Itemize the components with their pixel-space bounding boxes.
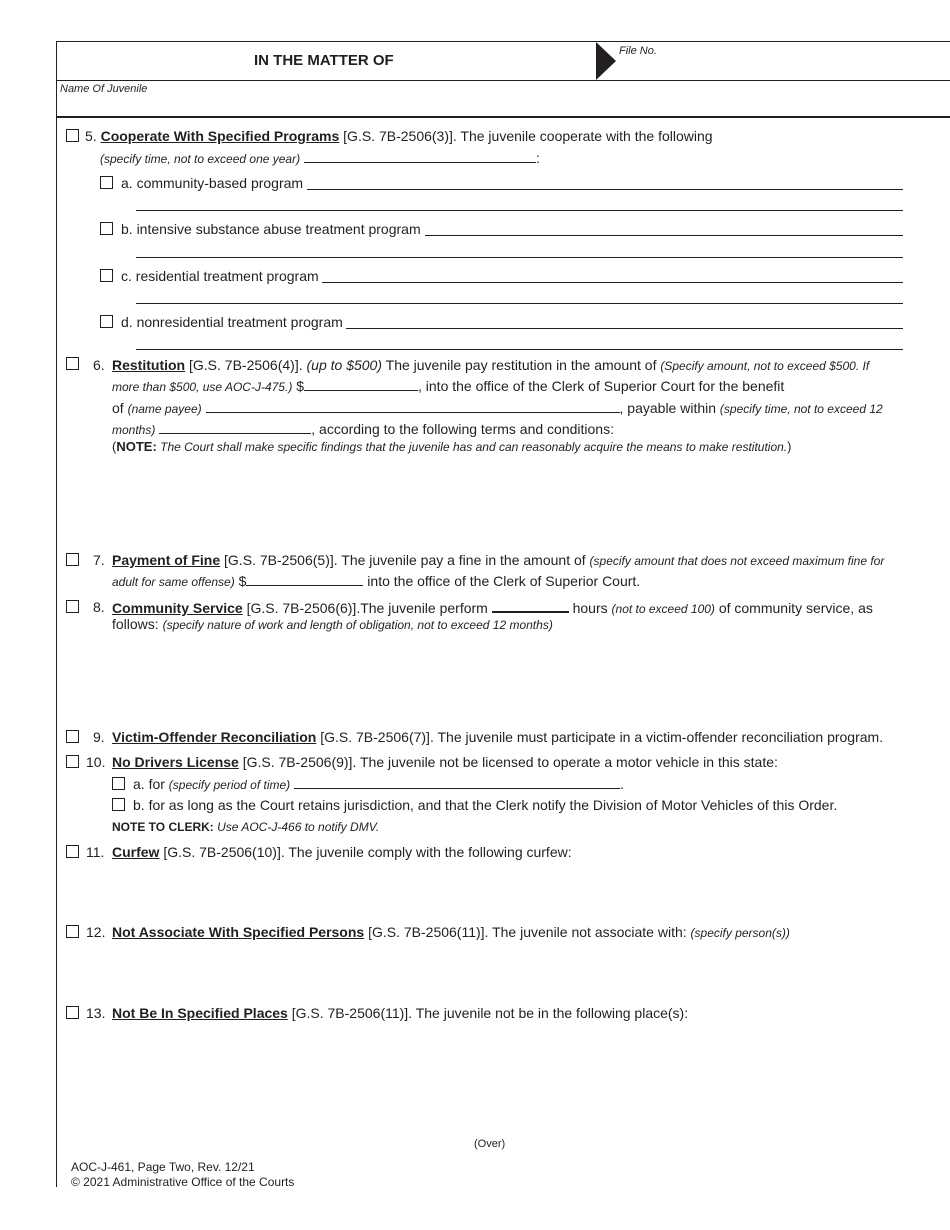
item-6-note-open: ( — [112, 439, 117, 454]
item-12-title: Not Associate With Specified Persons — [112, 924, 365, 940]
item-7-checkbox[interactable] — [66, 553, 79, 566]
item-10-note-text: Use AOC-J-466 to notify DMV. — [213, 820, 380, 834]
item-5c-field-line-1[interactable] — [322, 282, 903, 283]
header-mid-rule — [56, 80, 950, 81]
item-6-instr-2b: months) — [112, 423, 156, 437]
item-7-line-1 — [112, 552, 884, 569]
item-5-line — [85, 128, 713, 144]
item-5-time-instr: (specify time, not to exceed one year) — [100, 152, 301, 166]
item-13-number: 13. — [86, 1005, 106, 1021]
item-13-places-area[interactable] — [112, 1026, 902, 1122]
item-6-statute: [G.S. 7B-2506(4)]. — [185, 357, 307, 373]
item-5b-field-line-2[interactable] — [136, 257, 903, 258]
item-10-line — [112, 754, 778, 770]
header-top-rule — [56, 41, 950, 42]
item-11-title: Curfew — [112, 844, 160, 860]
item-12-checkbox[interactable] — [66, 925, 79, 938]
item-8-title: Community Service — [112, 600, 243, 616]
item-5a-checkbox[interactable] — [100, 176, 113, 189]
item-6-title: Restitution — [112, 357, 186, 373]
item-7-amount-field[interactable] — [246, 573, 363, 586]
item-5-number: 5. — [85, 128, 97, 144]
file-no-field[interactable] — [660, 46, 940, 76]
item-12-number: 12. — [86, 924, 106, 940]
item-6-line-4 — [112, 421, 614, 438]
item-7-text: into the office of the Clerk of Superior Court. — [363, 573, 641, 589]
file-no-label: File No. — [619, 45, 657, 57]
item-8-details-area[interactable] — [112, 636, 902, 722]
item-6-instr-2: (specify time, not to exceed 12 — [719, 402, 883, 416]
item-6-line-2 — [112, 378, 784, 395]
item-5a-label: a. community-based program — [121, 175, 304, 191]
item-12-text: [G.S. 7B-2506(11)]. The juvenile not associate with: — [364, 924, 691, 940]
item-9-number: 9. — [93, 729, 105, 745]
copyright: © 2021 Administrative Office of the Courts — [71, 1175, 295, 1189]
item-5-time-line — [100, 150, 540, 167]
over-label: (Over) — [474, 1138, 506, 1150]
item-9-text: [G.S. 7B-2506(7)]. The juvenile must participate in a victim-offender reconciliation program. — [316, 729, 884, 745]
item-10a-line — [133, 776, 624, 793]
item-13-text: [G.S. 7B-2506(11)]. The juvenile not be in the following place(s): — [287, 1005, 689, 1021]
item-12-instr: (specify person(s)) — [690, 926, 790, 940]
item-8-statute: [G.S. 7B-2506(6)].The juvenile perform — [242, 600, 492, 616]
item-8-hours-field[interactable] — [492, 599, 569, 613]
item-6-number: 6. — [93, 357, 105, 373]
item-6-line-1 — [112, 357, 869, 374]
item-8-line-2 — [112, 616, 553, 633]
item-11-number: 11. — [86, 844, 105, 860]
item-7-line-2 — [112, 573, 640, 590]
item-6-note-close: ) — [787, 439, 792, 454]
item-10-note-label: NOTE TO CLERK: — [112, 820, 214, 834]
juvenile-name-field[interactable] — [60, 96, 940, 114]
item-6-text-1: The juvenile pay restitution in the amount of — [382, 357, 661, 373]
item-12-line — [112, 924, 790, 941]
item-6-text-3: , according to the following terms and conditions: — [311, 421, 614, 437]
item-5a-field-line-2[interactable] — [136, 210, 903, 211]
juvenile-name-label: Name Of Juvenile — [60, 83, 148, 95]
item-5b-checkbox[interactable] — [100, 222, 113, 235]
item-6-note-text: The Court shall make specific findings that the juvenile has and can reasonably acquire the means to make restitution. — [156, 440, 788, 454]
item-10a-prefix: a. for — [133, 776, 169, 792]
item-6-payable: , payable within — [619, 400, 720, 416]
left-border — [56, 41, 57, 1187]
item-6-of: of — [112, 400, 128, 416]
item-7-instr-b: adult for same offense) — [112, 575, 235, 589]
item-13-line — [112, 1005, 688, 1021]
item-8-number: 8. — [93, 599, 105, 615]
item-8-instr-2: (specify nature of work and length of obligation, not to exceed 12 months) — [162, 618, 553, 632]
item-5d-checkbox[interactable] — [100, 315, 113, 328]
item-6-instr-1: (Specify amount, not to exceed $500. If — [660, 359, 870, 373]
item-8-instr: (not to exceed 100) — [611, 602, 715, 616]
item-11-checkbox[interactable] — [66, 845, 79, 858]
item-7-statute: [G.S. 7B-2506(5)]. The juvenile pay a fine in the amount of — [220, 552, 590, 568]
item-5c-checkbox[interactable] — [100, 269, 113, 282]
item-5-colon: : — [536, 150, 540, 166]
item-5a-field-line-1[interactable] — [307, 189, 903, 190]
item-6-note-label: NOTE: — [116, 439, 157, 454]
item-5b-label: b. intensive substance abuse treatment program — [121, 221, 421, 237]
item-6-note — [112, 439, 792, 455]
item-5b-field-line-1[interactable] — [425, 235, 903, 236]
item-5d-field-line-2[interactable] — [136, 349, 903, 350]
page-title: IN THE MATTER OF — [254, 52, 394, 69]
item-6-period-field[interactable] — [159, 421, 311, 434]
file-no-arrow-icon — [596, 42, 616, 80]
item-13-title: Not Be In Specified Places — [112, 1005, 288, 1021]
item-6-line-3 — [112, 400, 883, 417]
item-11-text: [G.S. 7B-2506(10)]. The juvenile comply with the following curfew: — [159, 844, 572, 860]
form-id: AOC-J-461, Page Two, Rev. 12/21 — [71, 1160, 255, 1174]
item-5-time-field[interactable] — [304, 150, 536, 163]
item-8-line-1 — [112, 599, 873, 617]
item-5-statute: [G.S. 7B-2506(3)]. The juvenile cooperate with the following — [339, 128, 713, 144]
item-6-amount-field[interactable] — [304, 378, 418, 391]
item-5c-field-line-2[interactable] — [136, 303, 903, 304]
item-6-limit: (up to $500) — [306, 357, 382, 373]
item-8-hours: hours — [568, 600, 612, 616]
item-7-dollar: $ — [234, 573, 247, 589]
item-10a-end: . — [620, 776, 624, 792]
item-9-title: Victim-Offender Reconciliation — [112, 729, 317, 745]
item-11-curfew-area[interactable] — [112, 864, 902, 918]
item-6-text-2: , into the office of the Clerk of Superior Court for the benefit — [418, 378, 785, 394]
item-8-follows: follows: — [112, 616, 163, 632]
item-10-note — [112, 819, 379, 835]
item-10b-checkbox[interactable] — [112, 798, 125, 811]
item-9-line — [112, 729, 883, 745]
item-6-payee-instr: (name payee) — [127, 402, 202, 416]
item-10-checkbox[interactable] — [66, 755, 79, 768]
item-5d-label: d. nonresidential treatment program — [121, 314, 343, 330]
item-6-checkbox[interactable] — [66, 357, 79, 370]
item-7-number: 7. — [93, 552, 105, 568]
item-8-checkbox[interactable] — [66, 600, 79, 613]
item-5c-label: c. residential treatment program — [121, 268, 319, 284]
header-bottom-rule — [56, 116, 950, 118]
item-10a-checkbox[interactable] — [112, 777, 125, 790]
item-6-instr-1b: more than $500, use AOC-J-475.) — [112, 380, 293, 394]
item-5d-field-line-1[interactable] — [346, 328, 903, 329]
item-10-text: [G.S. 7B-2506(9)]. The juvenile not be licensed to operate a motor vehicle in this state: — [238, 754, 778, 770]
item-7-title: Payment of Fine — [112, 552, 221, 568]
item-6-conditions-area[interactable] — [112, 460, 902, 542]
item-8-text: of community service, as — [714, 600, 873, 616]
item-13-checkbox[interactable] — [66, 1006, 79, 1019]
item-7-instr: (specify amount that does not exceed maximum fine for — [589, 554, 885, 568]
item-10-number: 10. — [86, 754, 106, 770]
item-6-dollar: $ — [292, 378, 304, 394]
item-12-persons-area[interactable] — [112, 944, 902, 998]
item-10-title: No Drivers License — [112, 754, 239, 770]
item-5-title: Cooperate With Specified Programs — [100, 128, 340, 144]
item-6-payee-field[interactable] — [206, 400, 620, 413]
item-9-checkbox[interactable] — [66, 730, 79, 743]
item-5-checkbox[interactable] — [66, 129, 79, 142]
item-10b-label: b. for as long as the Court retains jurisdiction, and that the Clerk notify the Division of Motor Vehicles of this Order. — [133, 797, 838, 813]
item-10a-period-field[interactable] — [294, 776, 620, 789]
item-11-line — [112, 844, 572, 860]
item-10a-instr: (specify period of time) — [168, 778, 291, 792]
